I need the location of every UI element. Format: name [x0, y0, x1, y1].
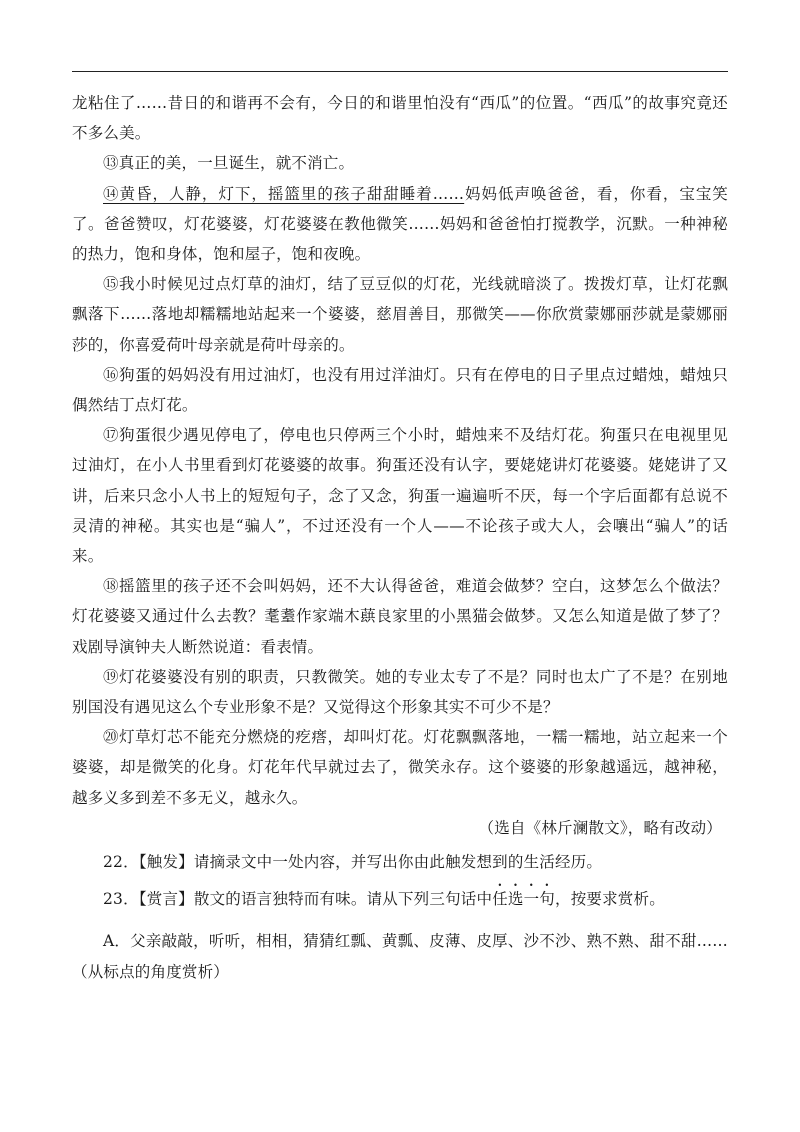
paragraph-20: ⑳灯草灯芯不能充分燃烧的疙瘩，却叫灯花。灯花飘飘落地，一糯一糯地，站立起来一个婆婆，却是微笑的化身。灯花年代早就过去了，微笑永存。这个婆婆的形象越遥远，越神秘，越多义多到差不多无义，越永久。 [72, 728, 728, 807]
paragraph-lead: 龙粘住了……昔日的和谐再不会有，今日的和谐里怕没有“西瓜”的位置。“西瓜”的故事究竟还不多么美。 [72, 94, 728, 143]
question-23 [72, 881, 728, 914]
paragraph-19: ⑲灯花婆婆没有别的职责，只教微笑。她的专业太专了不是？同时也太广了不是？在别地别国没有遇见这么个专业形象不是？又觉得这个形象其实不可少不是？ [72, 667, 728, 717]
paragraph-14-rest: 妈妈低声唤爸爸，看，你看，宝宝笑了。爸爸赞叹，灯花婆婆，灯花婆婆在教他微笑……妈妈和爸爸怕打搅教学，沉默。一种神秘的热力，饱和身体，饱和屋子，饱和夜晚。 [72, 184, 729, 264]
question-23-tail: ，按要求赏析。 [555, 890, 665, 909]
paragraph-16: ⑯狗蛋的妈妈没有用过油灯，也没有用过洋油灯。只有在停电的日子里点过蜡烛，蜡烛只偶然结丁点灯花。 [72, 365, 728, 415]
question-23-option-a: A．父亲敲敲，听听，相相，猜猜红瓢、黄瓢、皮薄、皮厚、沙不沙、熟不熟、甜不甜……（从标点的角度赏析） [72, 932, 728, 981]
passage-source: （选自《林斤澜散文》，略有改动） [478, 818, 722, 837]
paragraph-13: ⑬真正的美，一旦诞生，就不消亡。 [103, 154, 355, 173]
question-22: 22．【触发】请摘录文中一处内容，并写出你由此触发想到的生活经历。 [103, 853, 603, 872]
paragraph-14 [72, 179, 728, 270]
paragraph-17: ⑰狗蛋很少遇见停电了，停电也只停两三个小时，蜡烛来不及结灯花。狗蛋只在电视里见过油灯，在小人书里看到灯花婆婆的故事。狗蛋还没有认字，要姥姥讲灯花婆婆。姥姥讲了又讲，后来只念小人书上的短短句子，念了又念，狗蛋一遍遍听不厌，每一个字后面都有总说不灵清的神秘。其实也是“骗人”，不过还没有一个人——不论孩子或大人，会嚷出“骗人”的话来。 [72, 426, 728, 566]
passage-body [72, 88, 728, 987]
header-rule [72, 71, 728, 72]
paragraph-18: ⑱摇篮里的孩子还不会叫妈妈，还不大认得爸爸，难道会做梦？空白，这梦怎么个做法？灯花婆婆又通过什么去教？耄耋作家端木蕻良家里的小黑猫会做梦。又怎么知道是做了梦了？戏剧导演钟夫人断然说道：看表情。 [72, 577, 728, 656]
question-23-text: 23．【赏言】散文的语言独特而有味。请从下列三句话中 [103, 890, 493, 909]
paragraph-15: ⑮我小时候见过点灯草的油灯，结了豆豆似的灯花，光线就暗淡了。拨拨灯草，让灯花飘飘落下……落地却糯糯地站起来一个婆婆，慈眉善目，那微笑——你欣赏蒙娜丽莎就是蒙娜丽莎的，你喜爱荷叶母亲就是荷叶母亲的。 [72, 275, 728, 354]
paragraph-14-underlined-sentence: ⑭黄昏，人静，灯下，摇篮里的孩子甜甜睡着…… [103, 184, 465, 203]
question-23-emphasis: 任选一句 [492, 890, 555, 909]
